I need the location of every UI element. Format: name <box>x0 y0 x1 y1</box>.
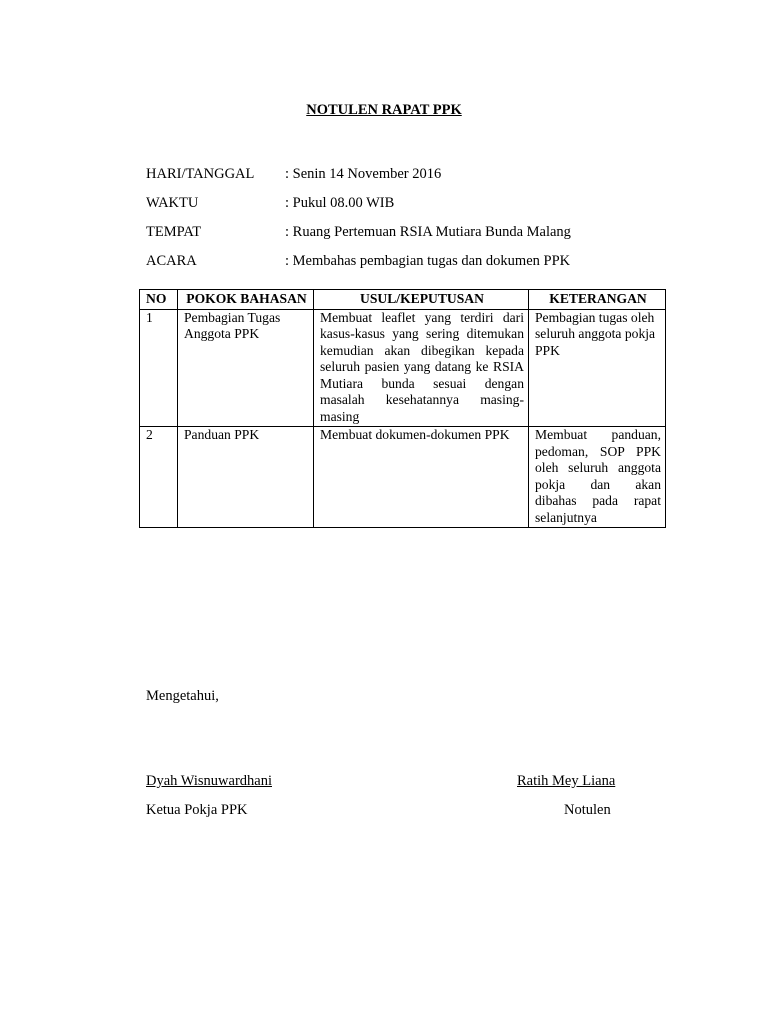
row-pokok-bahasan: Pembagian Tugas Anggota PPK <box>178 309 314 427</box>
info-value-tempat: : Ruang Pertemuan RSIA Mutiara Bunda Malang <box>285 224 571 240</box>
header-no: NO <box>140 290 178 310</box>
info-label-waktu: WAKTU <box>146 195 199 211</box>
row-usul-keputusan: Membuat leaflet yang terdiri dari kasus-kasus yang sering ditemukan kemudian akan dibegikan kepada seluruh pasien yang datang ke RSIA Mutiara bunda sesuai dengan masalah kesehatannya masing-masing <box>314 309 529 427</box>
info-label-tempat: TEMPAT <box>146 224 202 240</box>
row-no: 1 <box>140 309 178 427</box>
row-pokok-bahasan: Panduan PPK <box>178 427 314 528</box>
page-title: NOTULEN RAPAT PPK <box>306 102 462 118</box>
signatory-left-role: Ketua Pokja PPK <box>146 802 248 818</box>
info-value-waktu: : Pukul 08.00 WIB <box>285 195 395 211</box>
signatory-right-name: Ratih Mey Liana <box>517 773 616 789</box>
info-label-acara: ACARA <box>146 253 197 269</box>
table-row <box>140 309 666 427</box>
info-value-hari-tanggal: : Senin 14 November 2016 <box>285 166 442 182</box>
table-row <box>140 427 666 528</box>
header-keterangan: KETERANGAN <box>529 290 666 310</box>
table-header-row <box>140 290 666 310</box>
row-keterangan: Membuat panduan, pedoman, SOP PPK oleh seluruh anggota pokja dan akan dibahas pada rapat selanjutnya <box>529 427 666 528</box>
signatory-right-role: Notulen <box>564 802 611 818</box>
info-value-acara: : Membahas pembagian tugas dan dokumen PPK <box>285 253 571 269</box>
signatory-left-name: Dyah Wisnuwardhani <box>146 773 272 789</box>
info-label-hari-tanggal: HARI/TANGGAL <box>146 166 255 182</box>
header-pokok-bahasan: POKOK BAHASAN <box>178 290 314 310</box>
row-keterangan: Pembagian tugas oleh seluruh anggota pokja PPK <box>529 309 666 427</box>
header-usul-keputusan: USUL/KEPUTUSAN <box>314 290 529 310</box>
minutes-table <box>139 289 666 528</box>
acknowledge-text: Mengetahui, <box>146 688 219 704</box>
row-no: 2 <box>140 427 178 528</box>
row-usul-keputusan: Membuat dokumen-dokumen PPK <box>314 427 529 528</box>
